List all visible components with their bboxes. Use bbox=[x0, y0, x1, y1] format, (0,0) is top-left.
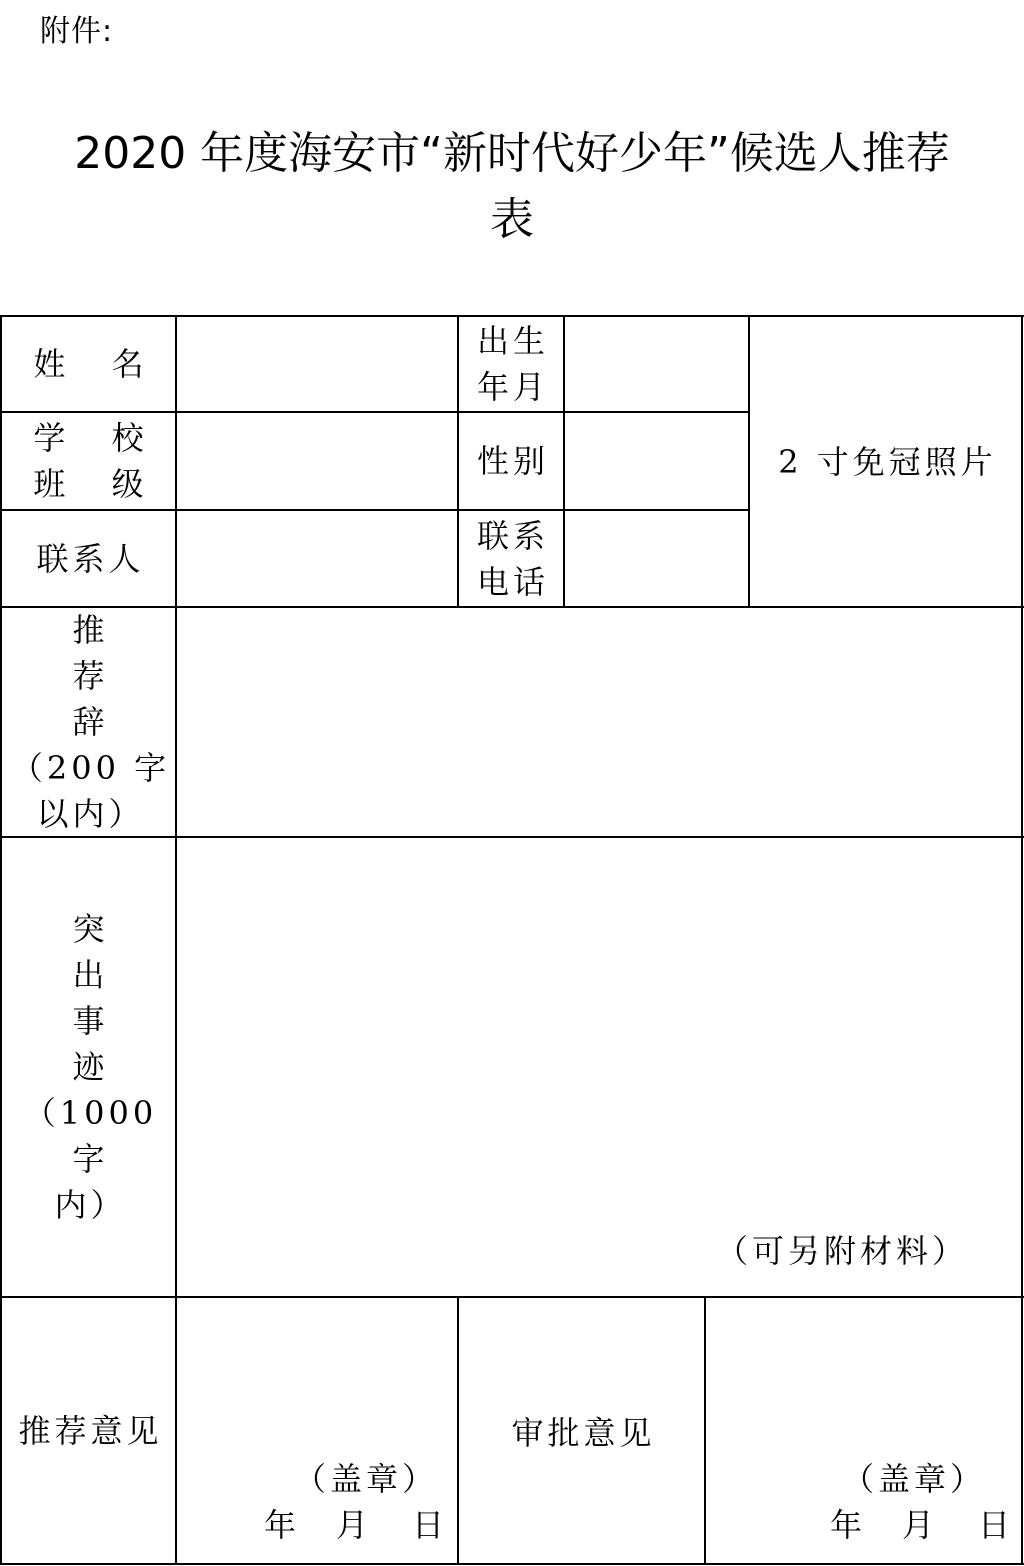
approve-date-month: 月 bbox=[902, 1506, 935, 1544]
deeds-label-limit-end: 内） bbox=[54, 1186, 127, 1224]
recommendation-label-limit: （200 字 bbox=[10, 749, 171, 787]
deeds-label-cell bbox=[2, 838, 175, 1296]
name-label-cell bbox=[2, 317, 175, 411]
recommendation-label-cell bbox=[2, 608, 175, 836]
approve-date-day: 日 bbox=[978, 1506, 1011, 1544]
contact-label-cell bbox=[2, 511, 175, 606]
birth-label-line1: 出生 bbox=[476, 322, 549, 360]
birth-label-line2: 年月 bbox=[476, 368, 549, 406]
recommendation-label-char: 荐 bbox=[72, 657, 109, 695]
birth-label-cell bbox=[459, 317, 563, 411]
recommend-date-year: 年 bbox=[264, 1506, 297, 1544]
recommend-seal: （盖章） bbox=[294, 1460, 439, 1498]
photo-cell bbox=[750, 317, 1021, 606]
deeds-note: （可另附材料） bbox=[716, 1232, 969, 1270]
class-label: 班 级 bbox=[33, 465, 162, 503]
recommend-opinion-label-cell bbox=[2, 1298, 175, 1563]
deeds-label-char: 迹 bbox=[72, 1048, 109, 1086]
deeds-label-char: 事 bbox=[72, 1002, 109, 1040]
table-border-right bbox=[1021, 315, 1023, 1565]
recommend-date-day: 日 bbox=[412, 1506, 445, 1544]
recommend-date-month: 月 bbox=[336, 1506, 369, 1544]
birth-input-cell[interactable] bbox=[565, 317, 748, 411]
recommendation-input-cell[interactable] bbox=[177, 608, 1021, 836]
name-input-cell[interactable] bbox=[177, 317, 457, 411]
table-border-bottom bbox=[0, 1563, 1024, 1565]
attachment-label: 附件: bbox=[40, 14, 114, 49]
phone-label-cell bbox=[459, 511, 563, 606]
deeds-label-char: 出 bbox=[72, 956, 109, 994]
gender-input-cell[interactable] bbox=[565, 413, 748, 509]
deeds-label-limit: （1000字 bbox=[23, 1094, 158, 1178]
phone-label-line2: 电话 bbox=[476, 562, 549, 601]
school-class-label-cell bbox=[2, 413, 175, 509]
name-label: 姓 名 bbox=[33, 345, 162, 383]
phone-label-line1: 联系 bbox=[476, 516, 549, 555]
contact-input-cell[interactable] bbox=[177, 511, 457, 606]
approve-opinion-label-cell bbox=[459, 1298, 704, 1563]
approve-opinion-input-cell[interactable] bbox=[706, 1298, 1021, 1563]
recommendation-label-char: 辞 bbox=[72, 703, 109, 741]
phone-input-cell[interactable] bbox=[565, 511, 748, 606]
gender-label: 性别 bbox=[476, 442, 549, 480]
page-title-continued: 表 bbox=[490, 194, 534, 245]
recommendation-label-limit-end: 以内） bbox=[36, 795, 145, 833]
photo-label: 2 寸免冠照片 bbox=[778, 442, 997, 481]
recommend-opinion-label: 推荐意见 bbox=[18, 1411, 163, 1450]
approve-date-year: 年 bbox=[830, 1506, 863, 1544]
page-title: 2020 年度海安市“新时代好少年”候选人推荐 bbox=[74, 128, 950, 179]
school-label: 学 校 bbox=[33, 419, 162, 457]
gender-label-cell bbox=[459, 413, 563, 509]
contact-label: 联系人 bbox=[36, 539, 145, 578]
school-class-input-cell[interactable] bbox=[177, 413, 457, 509]
approve-opinion-label: 审批意见 bbox=[511, 1414, 656, 1452]
recommendation-label-char: 推 bbox=[72, 611, 109, 649]
deeds-label-char: 突 bbox=[72, 910, 109, 948]
approve-seal: （盖章） bbox=[842, 1460, 987, 1498]
